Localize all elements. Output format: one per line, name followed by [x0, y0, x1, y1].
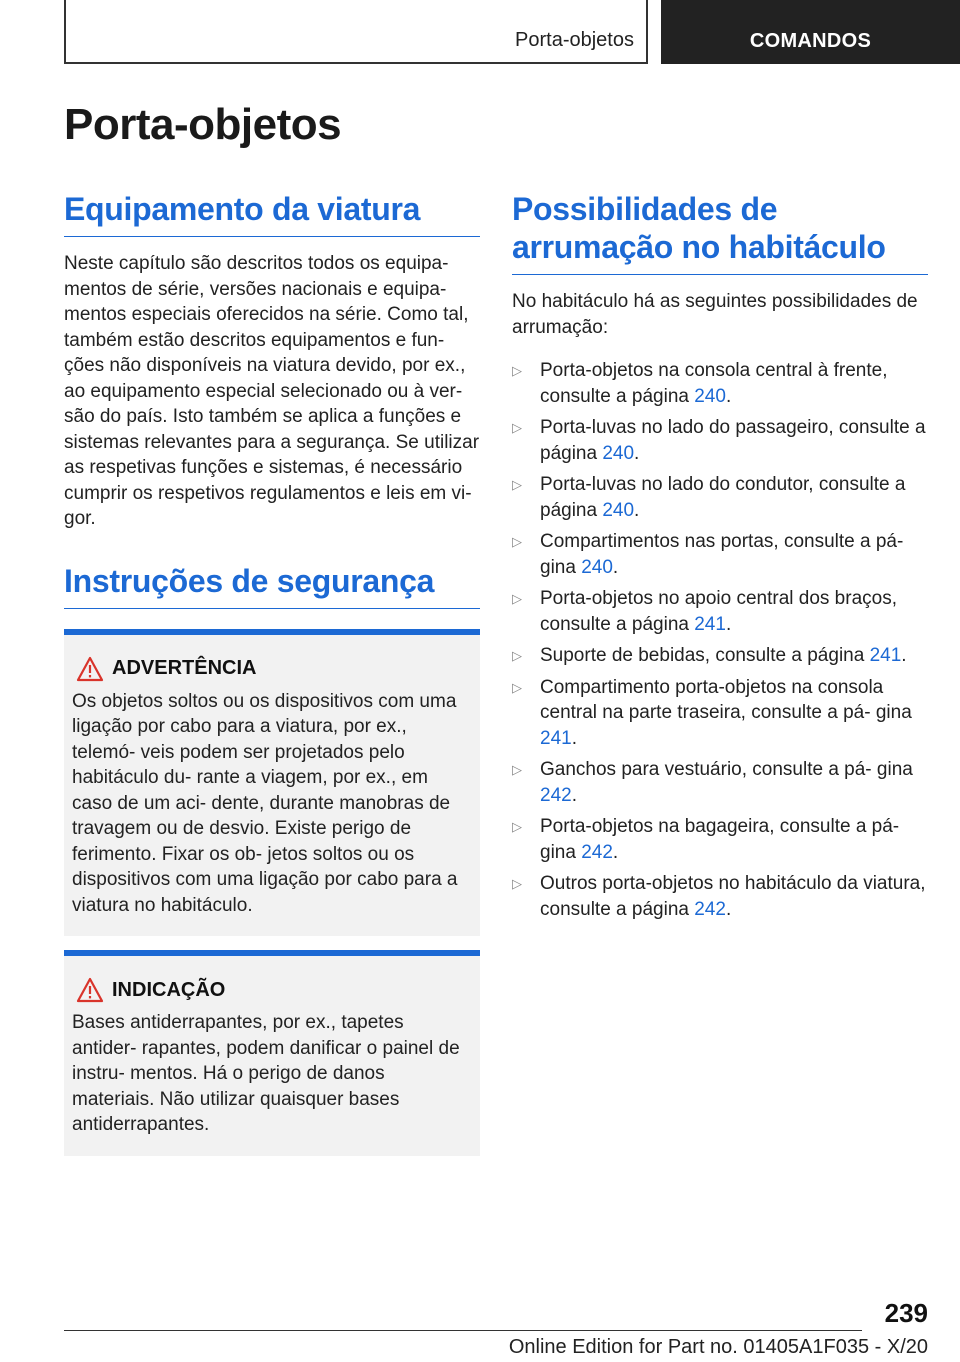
storage-item-end: . [612, 556, 619, 578]
storage-item-end: . [634, 499, 640, 521]
storage-item-end: . [901, 645, 907, 666]
warning-title: ADVERTÊNCIA [112, 657, 257, 679]
storage-item-end: . [725, 385, 732, 407]
bullet-triangle-icon: ▷ [512, 477, 522, 492]
header-section-box [64, 0, 648, 64]
warning-triangle-icon [76, 977, 104, 1003]
storage-list-item [512, 358, 928, 409]
page-number: 239 [884, 1298, 928, 1328]
page-reference-link[interactable]: 240 [602, 442, 635, 464]
notice-header [72, 976, 472, 1004]
page-reference-link[interactable]: 241 [540, 727, 572, 749]
storage-item-end: . [725, 898, 732, 920]
storage-list [512, 358, 928, 922]
footer-edition: Online Edition for Part no. 01405A1F035 - X/20 [508, 1336, 928, 1358]
page-reference-link[interactable]: 241 [694, 613, 726, 635]
storage-item-text: Compartimento porta-objetos na consola central na parte traseira, consulte a pá‐ gina [540, 676, 912, 723]
storage-item-end: . [571, 727, 577, 749]
storage-list-item [512, 529, 928, 580]
header-section-label: Porta-objetos [515, 29, 634, 51]
bullet-triangle-icon: ▷ [512, 679, 522, 695]
storage-item-text: Ganchos para vestuário, consulte a pá‐ gina [540, 759, 913, 780]
page-reference-link[interactable]: 240 [602, 499, 635, 521]
header-chapter-tab [661, 0, 960, 64]
warning-box [64, 629, 480, 937]
page-reference-link[interactable]: 240 [581, 556, 613, 578]
storage-list-item [512, 586, 928, 637]
storage-item-text: Porta-objetos na consola central à frente, consulte a página [540, 360, 888, 407]
bullet-triangle-icon: ▷ [512, 534, 522, 549]
storage-item-text: Porta-objetos na bagageira, consulte a pá‐ gina [540, 816, 900, 863]
storage-item-text: Porta-objetos no apoio central dos braços, consulte a página [540, 588, 897, 635]
bullet-triangle-icon: ▷ [512, 819, 522, 834]
bullet-triangle-icon: ▷ [512, 876, 522, 891]
left-column [64, 190, 480, 1156]
warning-text: Os objetos soltos ou os dispositivos com uma ligação por cabo para a viatura, por ex., telemó‐ veis podem ser projetados pelo habitáculo du‐ rante a viagem, por ex., em caso de um aci‐ dente, durante manobras de travagem ou de desvio. Existe perigo de ferimento. Fixar os ob‐ jetos soltos ou os dispositivos com uma ligação por cabo para a viatura no habitáculo. [72, 690, 458, 916]
page-reference-link[interactable]: 242 [581, 841, 613, 863]
storage-item-end: . [725, 613, 732, 635]
warning-header [72, 655, 472, 683]
page-reference-link[interactable]: 242 [694, 898, 726, 920]
storage-list-item [512, 814, 928, 865]
bullet-triangle-icon: ▷ [512, 363, 522, 378]
storage-list-item [512, 871, 928, 922]
storage-intro: No habitáculo há as seguintes possibilidades de arrumação: [512, 291, 918, 338]
storage-item-text: Porta-luvas no lado do passageiro, consulte a página [540, 417, 926, 464]
page-reference-link[interactable]: 240 [694, 385, 726, 407]
page-reference-link[interactable]: 241 [869, 645, 902, 666]
bullet-triangle-icon: ▷ [512, 591, 522, 606]
storage-item-text: Porta-luvas no lado do condutor, consulte a página [540, 474, 906, 521]
storage-item-text: Outros porta-objetos no habitáculo da viatura, consulte a página [540, 873, 926, 920]
bullet-triangle-icon: ▷ [512, 762, 522, 777]
storage-item-text: Compartimentos nas portas, consulte a pá‐ gina [540, 531, 904, 578]
bullet-triangle-icon: ▷ [512, 648, 522, 663]
storage-item-end: . [571, 784, 577, 806]
safety-heading: Instruções de segurança [64, 562, 480, 609]
storage-item-end: . [634, 442, 640, 464]
right-column [512, 190, 928, 928]
storage-list-item [512, 643, 928, 669]
equipment-paragraph: Neste capítulo são descritos todos os equipa‐ mentos de série, versões nacionais e equipa‐ mentos especiais oferecidos na série. Como tal, também estão descritos equipamentos e fun‐ ções não disponíveis na viatura devido, por ex., ao equipamento especial selecionado ou à ver‐ são do país. Isto também se aplica a funções e sistemas relevantes para a segurança. Se utilizar as respetivas funções e sistemas, é necessário cumprir os respetivos regulamentos e leis em vi‐ gor. [64, 253, 480, 529]
storage-item-end: . [612, 841, 619, 863]
notice-title: INDICAÇÃO [112, 978, 226, 1001]
storage-list-item [512, 415, 928, 466]
storage-heading: Possibilidades de arrumação no habitáculo [512, 190, 928, 275]
storage-list-item [512, 757, 928, 808]
footer-rule [64, 1330, 862, 1331]
header-chapter-label: COMANDOS [749, 30, 872, 52]
page-title: Porta-objetos [64, 100, 342, 149]
storage-list-item [512, 675, 928, 752]
storage-item-text: Suporte de bebidas, consulte a página [540, 645, 870, 666]
equipment-heading: Equipamento da viatura [64, 190, 480, 237]
notice-box [64, 950, 480, 1156]
storage-list-item [512, 472, 928, 523]
bullet-triangle-icon: ▷ [512, 420, 522, 435]
notice-text: Bases antiderrapantes, por ex., tapetes antider‐ rapantes, podem danificar o painel de instru‐ mentos. Há o perigo de danos materiais. Não utilizar quaisquer bases antiderrapantes. [72, 1012, 460, 1135]
page-reference-link[interactable]: 242 [540, 784, 572, 806]
warning-triangle-icon [76, 656, 104, 682]
